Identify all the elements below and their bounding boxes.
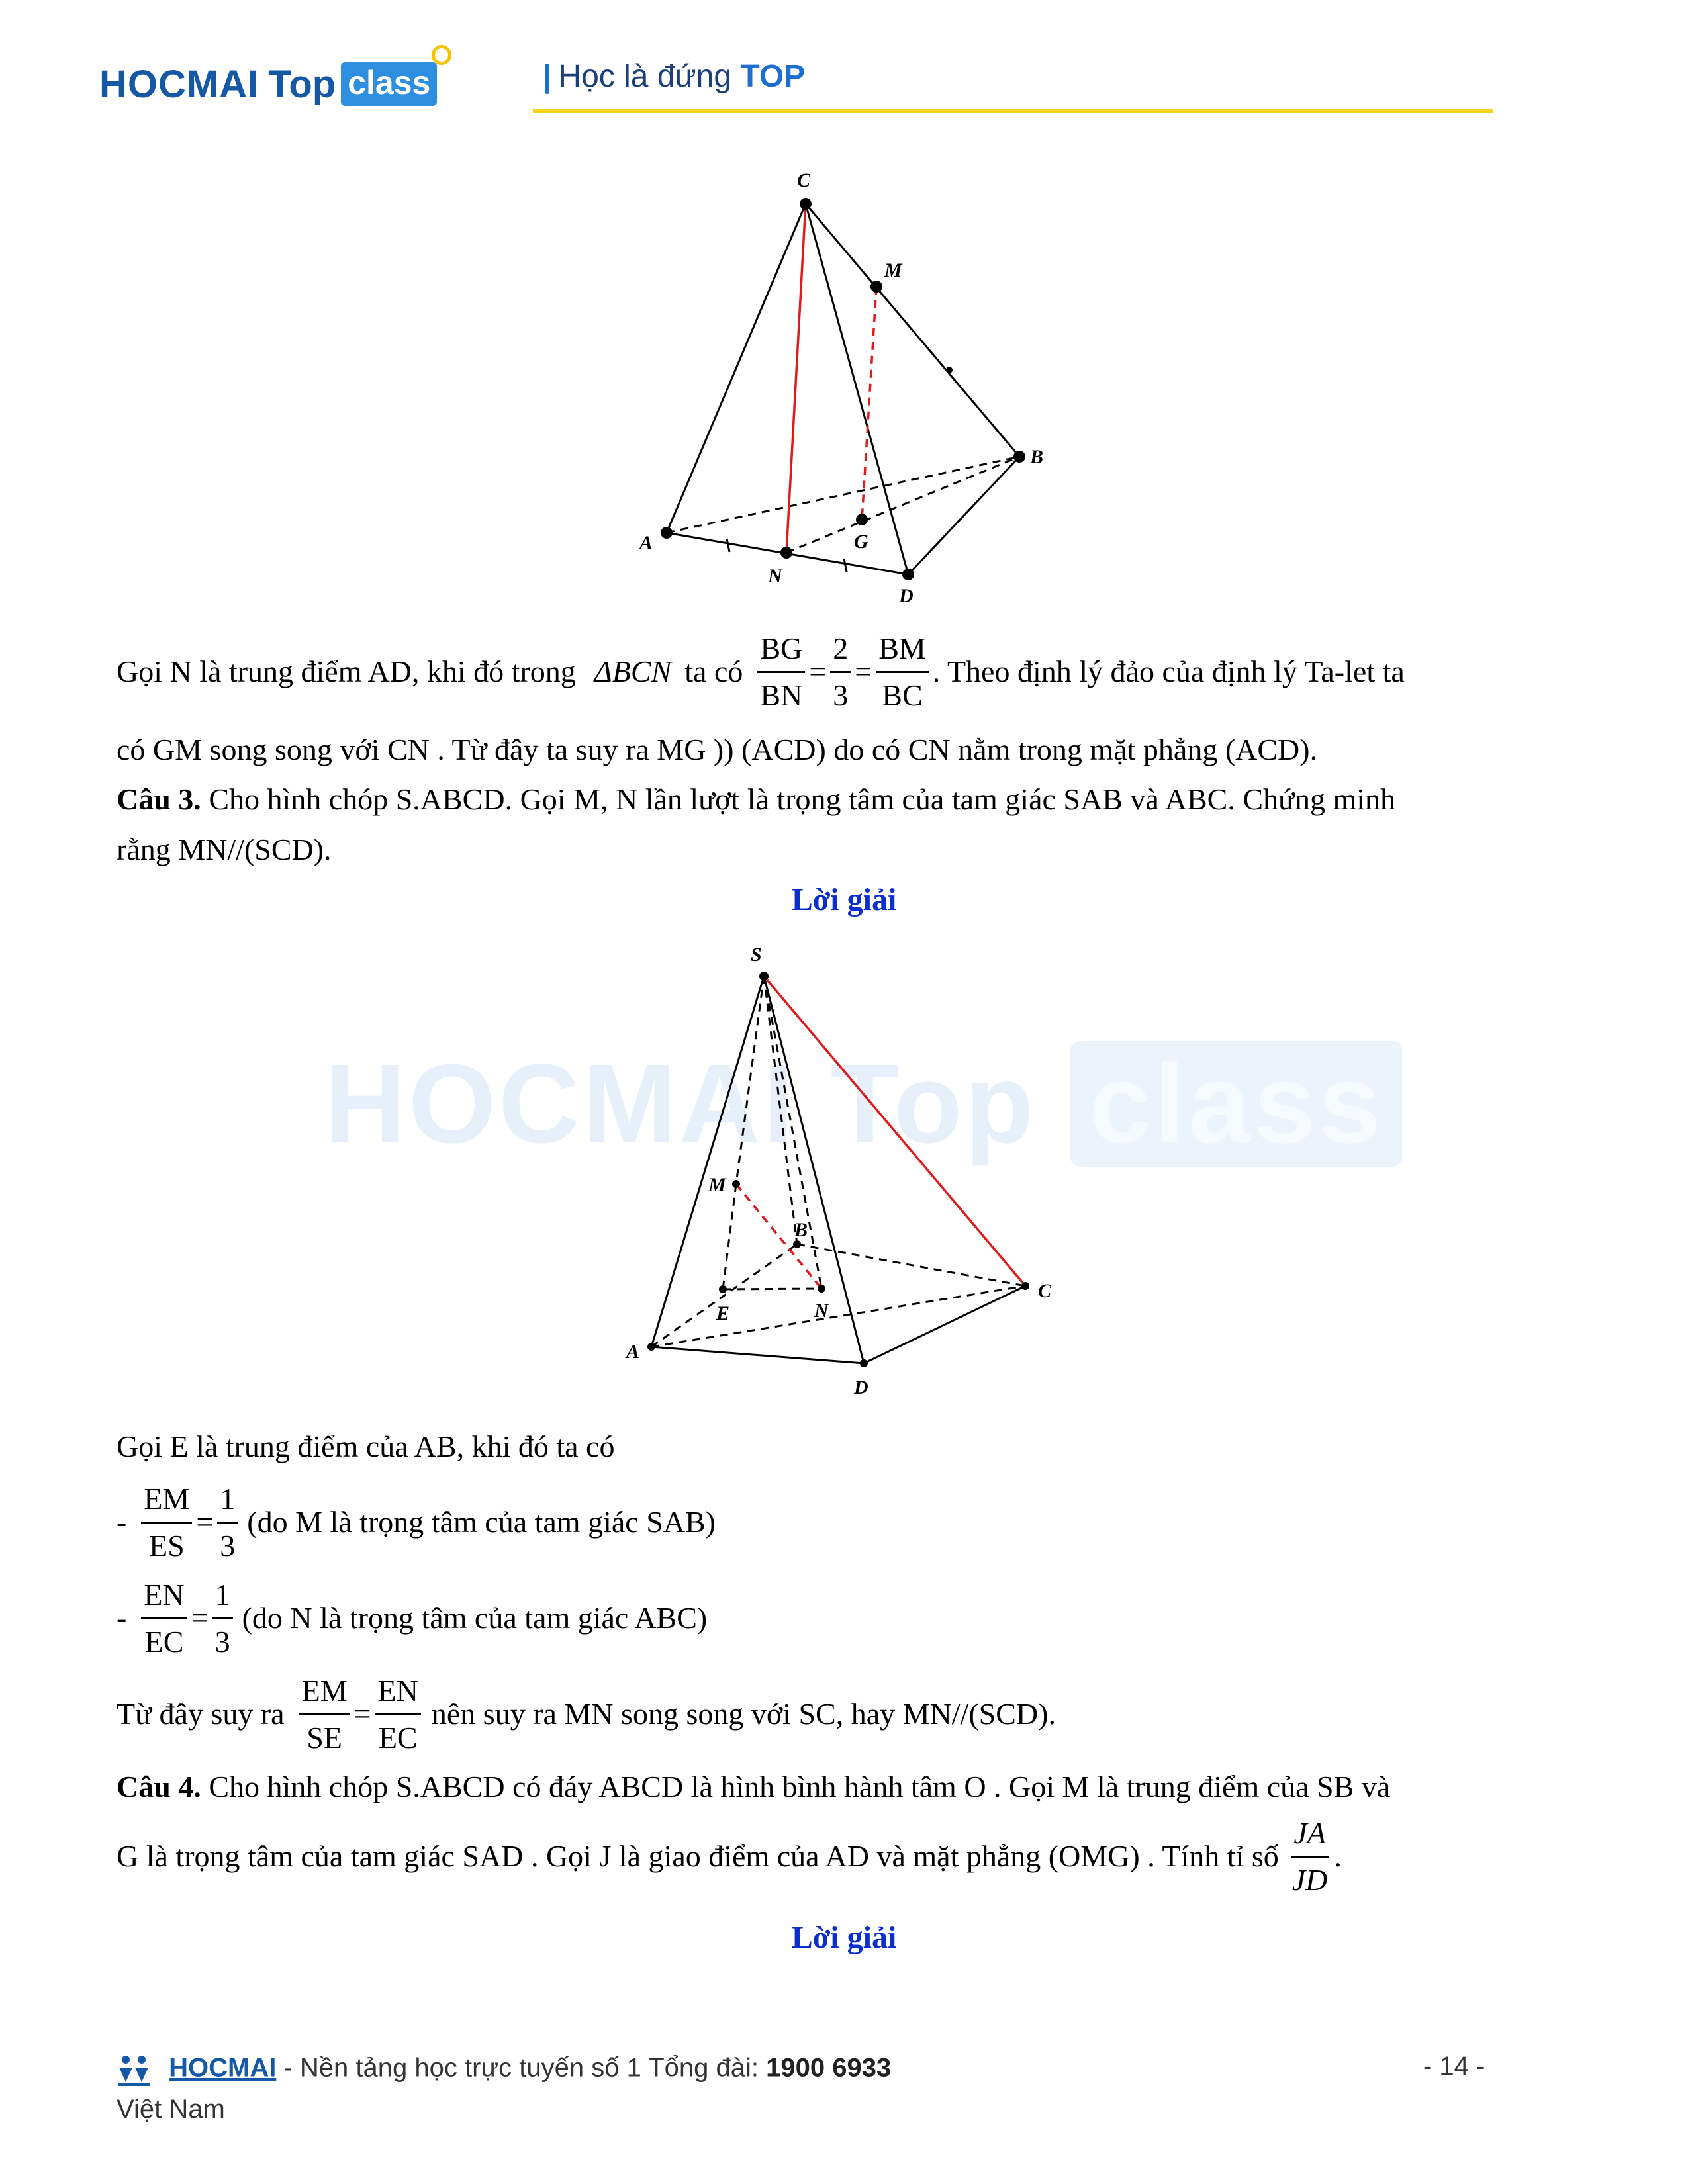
point-D [902, 569, 914, 580]
fraction-1-3 [212, 1576, 233, 1661]
segment-MN [736, 1184, 821, 1289]
frac-num: 2 [830, 630, 851, 673]
point-N [780, 547, 792, 559]
point-E [719, 1285, 727, 1293]
label-A: A [626, 1341, 640, 1363]
paragraph-1: Gọi N là trung điểm AD, khi đó trong ΔBCN ta có $\frac{BG}{BN}$ = $\frac{2}{3}$ = $\frac{BM}{BC}$ . Theo định lý đảo của định lý Ta-let ta [117, 632, 1573, 711]
label-B: B [1030, 446, 1044, 468]
frac-num: EN [141, 1576, 187, 1619]
solution-heading-1: Lời giải [791, 882, 897, 917]
frac-num: BG [757, 630, 805, 673]
tick-AN [727, 539, 729, 552]
frac-den: 3 [833, 678, 849, 712]
tagline-prefix: Học là đứng [558, 59, 732, 94]
label-A: A [639, 532, 653, 554]
question-4-end: . [1334, 1839, 1342, 1873]
frac-num: 1 [217, 1480, 238, 1524]
p1-triangle: ΔBCN [594, 655, 672, 688]
label-C: C [797, 169, 811, 191]
diagonal-AC-hidden [651, 1286, 1025, 1347]
frac-den: BN [760, 678, 803, 712]
footer-hotline-label: Tổng đài: [648, 2053, 767, 2083]
logo-hocmai-text: HOCMAI [99, 62, 259, 106]
p1-part1: Gọi N là trung điểm AD, khi đó trong [117, 655, 576, 688]
point-A [661, 527, 673, 539]
segment-ME-hidden [723, 1184, 736, 1289]
point-mid-CB [946, 367, 953, 373]
solution-3-intro: Gọi E là trung điểm của AB, khi đó ta có [117, 1430, 615, 1463]
frac-den: EC [378, 1720, 418, 1754]
item-dash: - [117, 1601, 127, 1635]
segment-SN-hidden [764, 976, 821, 1289]
page-number: - 14 - [1423, 2052, 1485, 2081]
frac-den: JD [1291, 1862, 1328, 1897]
p1-part2: ta có [684, 655, 743, 688]
label-N: N [768, 565, 782, 587]
figure-tetrahedron [596, 165, 1092, 615]
logo-class-text: class [348, 64, 431, 101]
fraction-BG-BN [757, 630, 805, 714]
edge-AB-hidden [667, 457, 1019, 533]
point-C [1021, 1282, 1029, 1290]
label-S: S [751, 944, 762, 966]
edge-BC-hidden [797, 1244, 1025, 1286]
fraction-EN-EC [141, 1576, 187, 1661]
frac-num: 1 [212, 1576, 233, 1619]
label-C: C [1038, 1280, 1052, 1302]
footer [117, 2052, 891, 2087]
point-G [856, 514, 868, 525]
point-M [870, 281, 882, 293]
frac-den: SE [306, 1720, 342, 1754]
fraction-1-3 [217, 1480, 238, 1565]
footer-text: - Nền tảng học trực tuyến số 1 [276, 2053, 649, 2083]
frac-num: EM [299, 1672, 350, 1715]
frac-den: ES [148, 1528, 185, 1563]
edge-AD [651, 1347, 864, 1363]
question-3-line-1 [117, 781, 1573, 818]
label-D: D [899, 585, 914, 607]
logo-top-text: Top [268, 62, 336, 106]
frac-num: JA [1291, 1815, 1329, 1858]
label-D: D [854, 1377, 868, 1398]
watermark-text-3: class [1070, 1041, 1402, 1167]
point-B [793, 1240, 801, 1248]
edge-SB-hidden [764, 976, 797, 1244]
label-E: E [716, 1302, 730, 1324]
frac-num: EN [375, 1672, 421, 1715]
edge-DC [864, 1286, 1025, 1363]
p1-part3: . Theo định lý đảo của định lý Ta-let ta [932, 655, 1405, 688]
sun-icon [432, 45, 451, 65]
question-4-label: Câu 4. [117, 1770, 201, 1803]
frac-num: EM [141, 1480, 192, 1524]
tagline-emphasis: TOP [740, 59, 806, 94]
label-M: M [884, 259, 902, 281]
label-M: M [708, 1174, 726, 1196]
watermark-text-1: HOCMAI [324, 1041, 797, 1167]
footer-hotline: 1900 6933 [766, 2053, 892, 2083]
question-4-text-2: G là trọng tâm của tam giác SAD . Gọi J là giao điểm của AD và mặt phẳng (OMG) . Tính tỉ số [117, 1839, 1279, 1873]
item-dash: - [117, 1505, 127, 1539]
edge-DB [908, 457, 1019, 574]
frac-den: BC [882, 678, 923, 712]
fraction-2-3 [830, 630, 851, 714]
edge-CB [806, 204, 1019, 457]
question-4-line-1 [117, 1768, 1573, 1805]
point-D [860, 1359, 868, 1367]
label-N: N [814, 1300, 829, 1322]
point-B [1013, 451, 1025, 463]
footer-brand[interactable]: HOCMAI [169, 2053, 277, 2083]
frac-den: 3 [220, 1528, 236, 1563]
logo-class-badge [341, 62, 437, 106]
question-3-label: Câu 3. [117, 782, 201, 816]
item-1-text: (do M là trọng tâm của tam giác SAB) [247, 1505, 716, 1539]
segment-MG [862, 287, 876, 520]
paragraph-2: có GM song song với CN . Từ đây ta suy ra MG )) (ACD) do có CN nằm trong mặt phẳng (ACD). [117, 733, 1318, 766]
hocmai-logo [99, 54, 437, 114]
point-A [647, 1343, 655, 1351]
watermark-text-2: Top [830, 1041, 1037, 1167]
frac-num: BM [876, 630, 929, 673]
conclusion-suffix: nên suy ra MN song song với SC, hay MN//(SCD). [431, 1697, 1056, 1731]
fraction-EM-ES [141, 1480, 192, 1565]
label-G: G [854, 531, 868, 553]
question-3-line-2: rằng MN//(SCD). [117, 833, 332, 866]
hocmai-footer-icon [117, 2052, 152, 2087]
question-4-text: Cho hình chóp S.ABCD có đáy ABCD là hình bình hành tâm O . Gọi M là trung điểm của SB và [209, 1770, 1391, 1803]
item-2-text: (do N là trọng tâm của tam giác ABC) [242, 1601, 708, 1635]
point-M [732, 1180, 740, 1188]
question-3-text: Cho hình chóp S.ABCD. Gọi M, N lần lượt là trọng tâm của tam giác SAB và ABC. Chứng minh [209, 782, 1396, 816]
solution-heading-2: Lời giải [791, 1920, 897, 1955]
solution-3-item-2: - $\frac{EN}{EC}$ = $\frac{1}{3}$ (do N là trọng tâm của tam giác ABC) [117, 1578, 1573, 1658]
frac-den: 3 [214, 1624, 230, 1659]
edge-SA [651, 976, 764, 1347]
label-B: B [794, 1219, 808, 1241]
frac-den: EC [144, 1624, 184, 1659]
point-N [818, 1285, 825, 1293]
edge-AB-hidden [651, 1244, 797, 1347]
header-tagline: | Học là đứng TOP [543, 59, 806, 94]
segment-NB-hidden [786, 457, 1019, 553]
fraction-BM-BC [876, 630, 929, 714]
question-4-line-2 [117, 1817, 1573, 1896]
segment-SM-hidden [736, 976, 764, 1184]
footer-country: Việt Nam [117, 2095, 225, 2124]
conclusion-prefix: Từ đây suy ra [117, 1697, 285, 1731]
tick-ND [844, 559, 847, 572]
point-C [800, 198, 812, 210]
segment-CN [786, 204, 806, 553]
solution-3-item-1: - $\frac{EM}{ES}$ = $\frac{1}{3}$ (do M là trọng tâm của tam giác SAB) [117, 1482, 1573, 1562]
fraction-EM-SE [299, 1672, 350, 1756]
fraction-JA-JD [1289, 1815, 1331, 1899]
figure-pyramid [596, 927, 1092, 1416]
solution-3-conclusion: Từ đây suy ra $\frac{EM}{SE}$ = $\frac{EN}{EC}$ nên suy ra MN song song với SC, hay MN//(SCD). [117, 1674, 1573, 1754]
header-divider [533, 109, 1493, 113]
point-S [759, 972, 769, 981]
fraction-EN-EC [375, 1672, 421, 1756]
edge-CA [667, 204, 806, 533]
